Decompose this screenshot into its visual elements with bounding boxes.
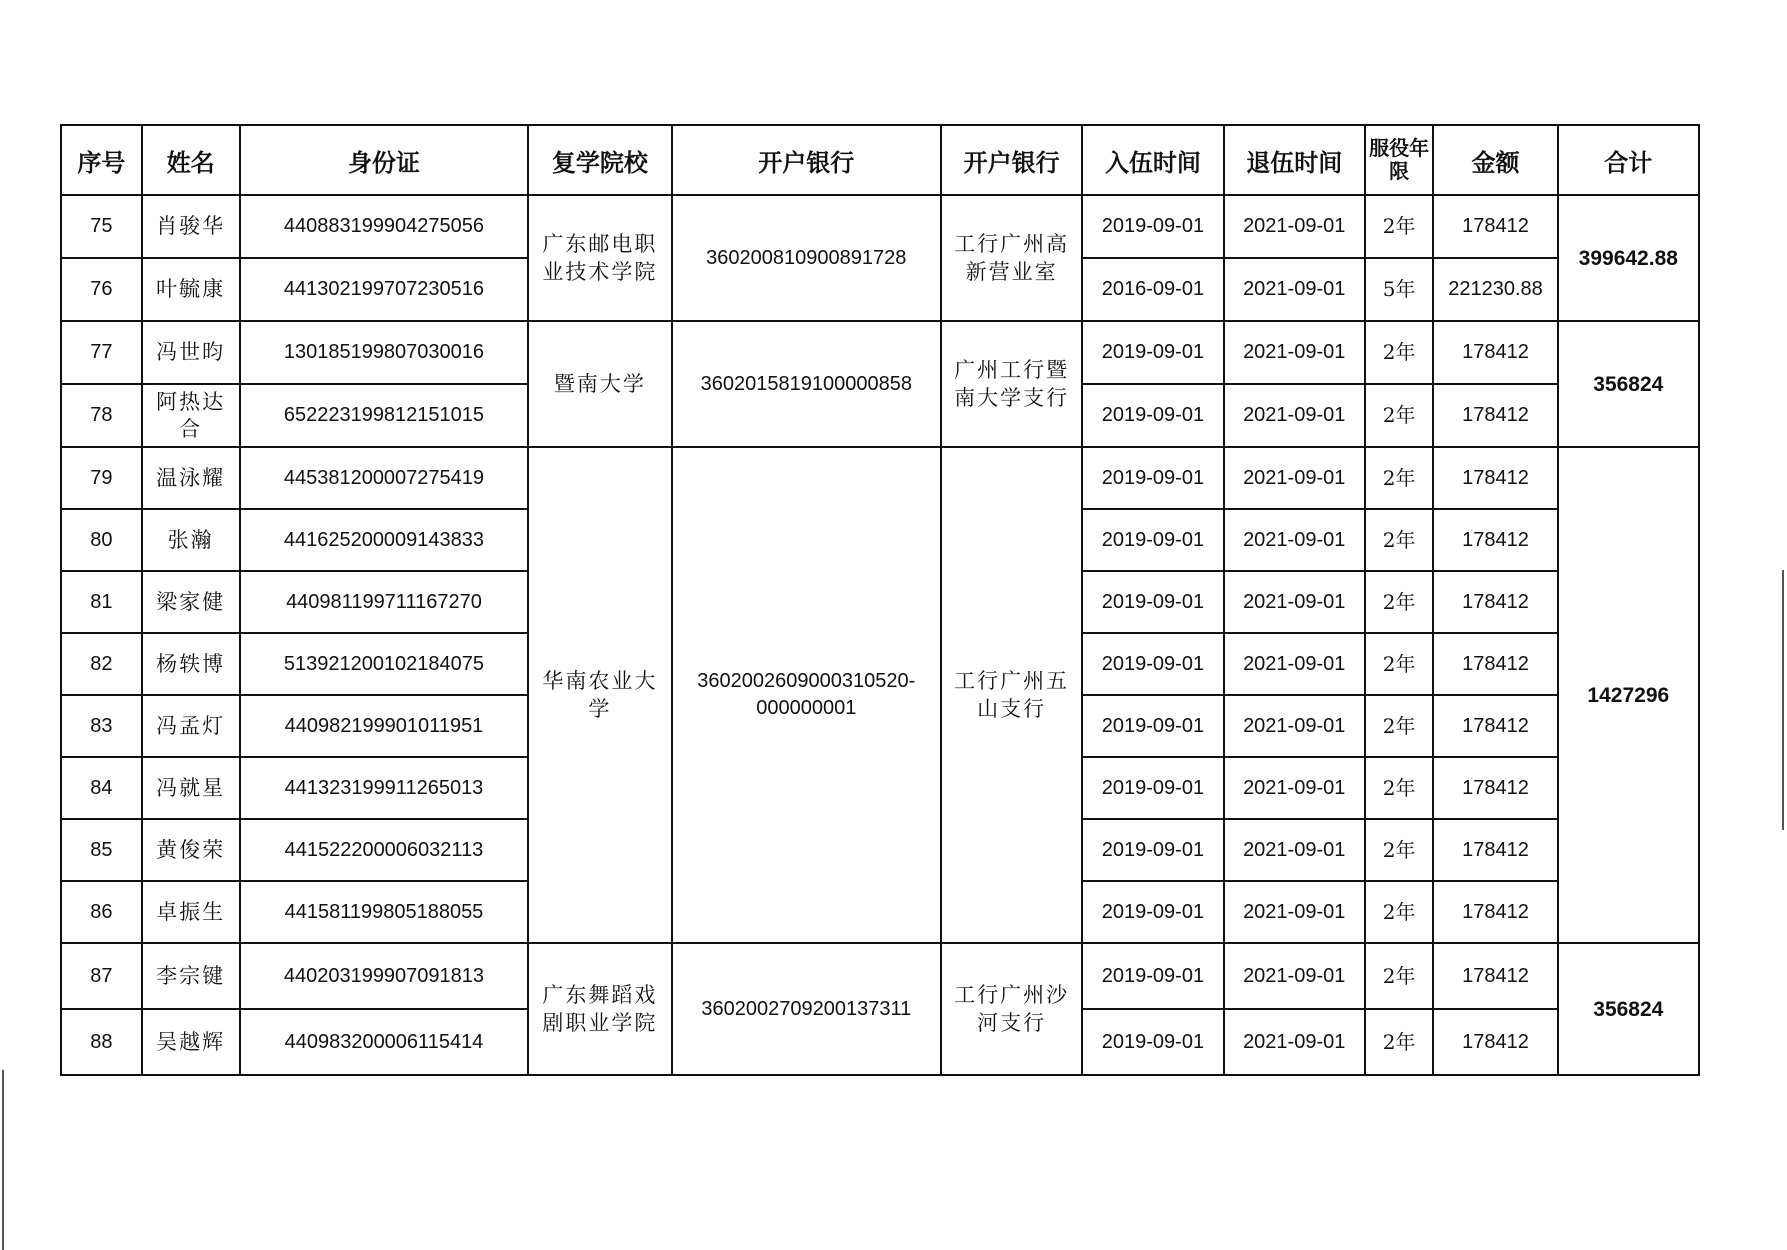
header-enlist-date: 入伍时间: [1082, 125, 1223, 195]
years-cell: 2年: [1365, 881, 1434, 943]
enlist-cell: 2019-09-01: [1082, 633, 1223, 695]
amount-cell: 178412: [1433, 695, 1557, 757]
seq-cell: 88: [61, 1009, 142, 1075]
id-cell: 441581199805188055: [240, 881, 529, 943]
name-cell: 冯孟灯: [142, 695, 240, 757]
name-cell: 杨轶博: [142, 633, 240, 695]
total-cell: 356824: [1558, 321, 1699, 447]
header-discharge-date: 退伍时间: [1224, 125, 1365, 195]
name-cell: 卓振生: [142, 881, 240, 943]
name-cell: 吴越辉: [142, 1009, 240, 1075]
header-amount: 金额: [1433, 125, 1557, 195]
discharge-cell: 2021-09-01: [1224, 195, 1365, 258]
amount-cell: 178412: [1433, 195, 1557, 258]
enlist-cell: 2019-09-01: [1082, 384, 1223, 447]
discharge-cell: 2021-09-01: [1224, 384, 1365, 447]
id-cell: 513921200102184075: [240, 633, 529, 695]
amount-cell: 178412: [1433, 509, 1557, 571]
id-cell: 441323199911265013: [240, 757, 529, 819]
id-cell: 130185199807030016: [240, 321, 529, 384]
amount-cell: 178412: [1433, 1009, 1557, 1075]
amount-cell: 178412: [1433, 757, 1557, 819]
name-cell: 温泳耀: [142, 447, 240, 509]
name-cell: 叶毓康: [142, 258, 240, 321]
enlist-cell: 2019-09-01: [1082, 819, 1223, 881]
header-seq: 序号: [61, 125, 142, 195]
id-cell: 440883199904275056: [240, 195, 529, 258]
bank-cell: 广州工行暨南大学支行: [941, 321, 1082, 447]
table-row: [61, 321, 1699, 384]
discharge-cell: 2021-09-01: [1224, 258, 1365, 321]
school-cell: 广东邮电职业技术学院: [528, 195, 671, 321]
enlist-cell: 2019-09-01: [1082, 757, 1223, 819]
years-cell: 5年: [1365, 258, 1434, 321]
discharge-cell: 2021-09-01: [1224, 943, 1365, 1009]
total-cell: 356824: [1558, 943, 1699, 1075]
name-cell: 阿热达合: [142, 384, 240, 447]
name-cell: 黄俊荣: [142, 819, 240, 881]
table-row: [61, 943, 1699, 1009]
amount-cell: 221230.88: [1433, 258, 1557, 321]
years-cell: 2年: [1365, 321, 1434, 384]
table-row: [61, 447, 1699, 509]
seq-cell: 78: [61, 384, 142, 447]
scan-edge-line-left: [2, 1070, 4, 1250]
total-cell: 1427296: [1558, 447, 1699, 943]
bank-cell: 工行广州沙河支行: [941, 943, 1082, 1075]
id-cell: 440982199901011951: [240, 695, 529, 757]
name-cell: 梁家健: [142, 571, 240, 633]
amount-cell: 178412: [1433, 881, 1557, 943]
header-name: 姓名: [142, 125, 240, 195]
seq-cell: 87: [61, 943, 142, 1009]
seq-cell: 84: [61, 757, 142, 819]
years-cell: 2年: [1365, 384, 1434, 447]
years-cell: 2年: [1365, 571, 1434, 633]
header-id-card: 身份证: [240, 125, 529, 195]
enlist-cell: 2019-09-01: [1082, 881, 1223, 943]
id-cell: 440981199711167270: [240, 571, 529, 633]
discharge-cell: 2021-09-01: [1224, 509, 1365, 571]
enlist-cell: 2016-09-01: [1082, 258, 1223, 321]
name-cell: 张瀚: [142, 509, 240, 571]
id-cell: 441302199707230516: [240, 258, 529, 321]
amount-cell: 178412: [1433, 321, 1557, 384]
enlist-cell: 2019-09-01: [1082, 571, 1223, 633]
id-cell: 440203199907091813: [240, 943, 529, 1009]
years-cell: 2年: [1365, 757, 1434, 819]
discharge-cell: 2021-09-01: [1224, 447, 1365, 509]
discharge-cell: 2021-09-01: [1224, 695, 1365, 757]
seq-cell: 85: [61, 819, 142, 881]
amount-cell: 178412: [1433, 384, 1557, 447]
discharge-cell: 2021-09-01: [1224, 757, 1365, 819]
seq-cell: 79: [61, 447, 142, 509]
enlist-cell: 2019-09-01: [1082, 695, 1223, 757]
seq-cell: 86: [61, 881, 142, 943]
amount-cell: 178412: [1433, 633, 1557, 695]
seq-cell: 77: [61, 321, 142, 384]
years-cell: 2年: [1365, 509, 1434, 571]
seq-cell: 76: [61, 258, 142, 321]
years-cell: 2年: [1365, 447, 1434, 509]
name-cell: 肖骏华: [142, 195, 240, 258]
seq-cell: 81: [61, 571, 142, 633]
header-bank-branch: 开户银行: [941, 125, 1082, 195]
account-cell: 3602002609000310520-000000001: [672, 447, 941, 943]
id-cell: 441522200006032113: [240, 819, 529, 881]
enlist-cell: 2019-09-01: [1082, 1009, 1223, 1075]
id-cell: 441625200009143833: [240, 509, 529, 571]
discharge-cell: 2021-09-01: [1224, 881, 1365, 943]
name-cell: 冯世昀: [142, 321, 240, 384]
total-cell: 399642.88: [1558, 195, 1699, 321]
header-service-years: 服役年限: [1365, 125, 1434, 195]
seq-cell: 75: [61, 195, 142, 258]
account-cell: 3602002709200137311: [672, 943, 941, 1075]
name-cell: 冯就星: [142, 757, 240, 819]
header-school: 复学院校: [528, 125, 671, 195]
discharge-cell: 2021-09-01: [1224, 1009, 1365, 1075]
years-cell: 2年: [1365, 1009, 1434, 1075]
id-cell: 445381200007275419: [240, 447, 529, 509]
amount-cell: 178412: [1433, 571, 1557, 633]
bank-cell: 工行广州高新营业室: [941, 195, 1082, 321]
header-row: [61, 125, 1699, 195]
enlist-cell: 2019-09-01: [1082, 321, 1223, 384]
name-cell: 李宗键: [142, 943, 240, 1009]
years-cell: 2年: [1365, 819, 1434, 881]
years-cell: 2年: [1365, 195, 1434, 258]
amount-cell: 178412: [1433, 819, 1557, 881]
scan-edge-line-right: [1782, 570, 1784, 830]
enlist-cell: 2019-09-01: [1082, 509, 1223, 571]
years-cell: 2年: [1365, 943, 1434, 1009]
enlist-cell: 2019-09-01: [1082, 943, 1223, 1009]
seq-cell: 83: [61, 695, 142, 757]
header-bank-account: 开户银行: [672, 125, 941, 195]
account-cell: 3602015819100000858: [672, 321, 941, 447]
discharge-cell: 2021-09-01: [1224, 571, 1365, 633]
enlist-cell: 2019-09-01: [1082, 447, 1223, 509]
school-cell: 华南农业大学: [528, 447, 671, 943]
discharge-cell: 2021-09-01: [1224, 321, 1365, 384]
account-cell: 360200810900891728: [672, 195, 941, 321]
amount-cell: 178412: [1433, 447, 1557, 509]
table-row: [61, 195, 1699, 258]
discharge-cell: 2021-09-01: [1224, 633, 1365, 695]
discharge-cell: 2021-09-01: [1224, 819, 1365, 881]
header-total: 合计: [1558, 125, 1699, 195]
subsidy-roster-table: [60, 124, 1700, 1076]
seq-cell: 82: [61, 633, 142, 695]
id-cell: 652223199812151015: [240, 384, 529, 447]
id-cell: 440983200006115414: [240, 1009, 529, 1075]
enlist-cell: 2019-09-01: [1082, 195, 1223, 258]
years-cell: 2年: [1365, 633, 1434, 695]
school-cell: 广东舞蹈戏剧职业学院: [528, 943, 671, 1075]
amount-cell: 178412: [1433, 943, 1557, 1009]
seq-cell: 80: [61, 509, 142, 571]
years-cell: 2年: [1365, 695, 1434, 757]
school-cell: 暨南大学: [528, 321, 671, 447]
bank-cell: 工行广州五山支行: [941, 447, 1082, 943]
